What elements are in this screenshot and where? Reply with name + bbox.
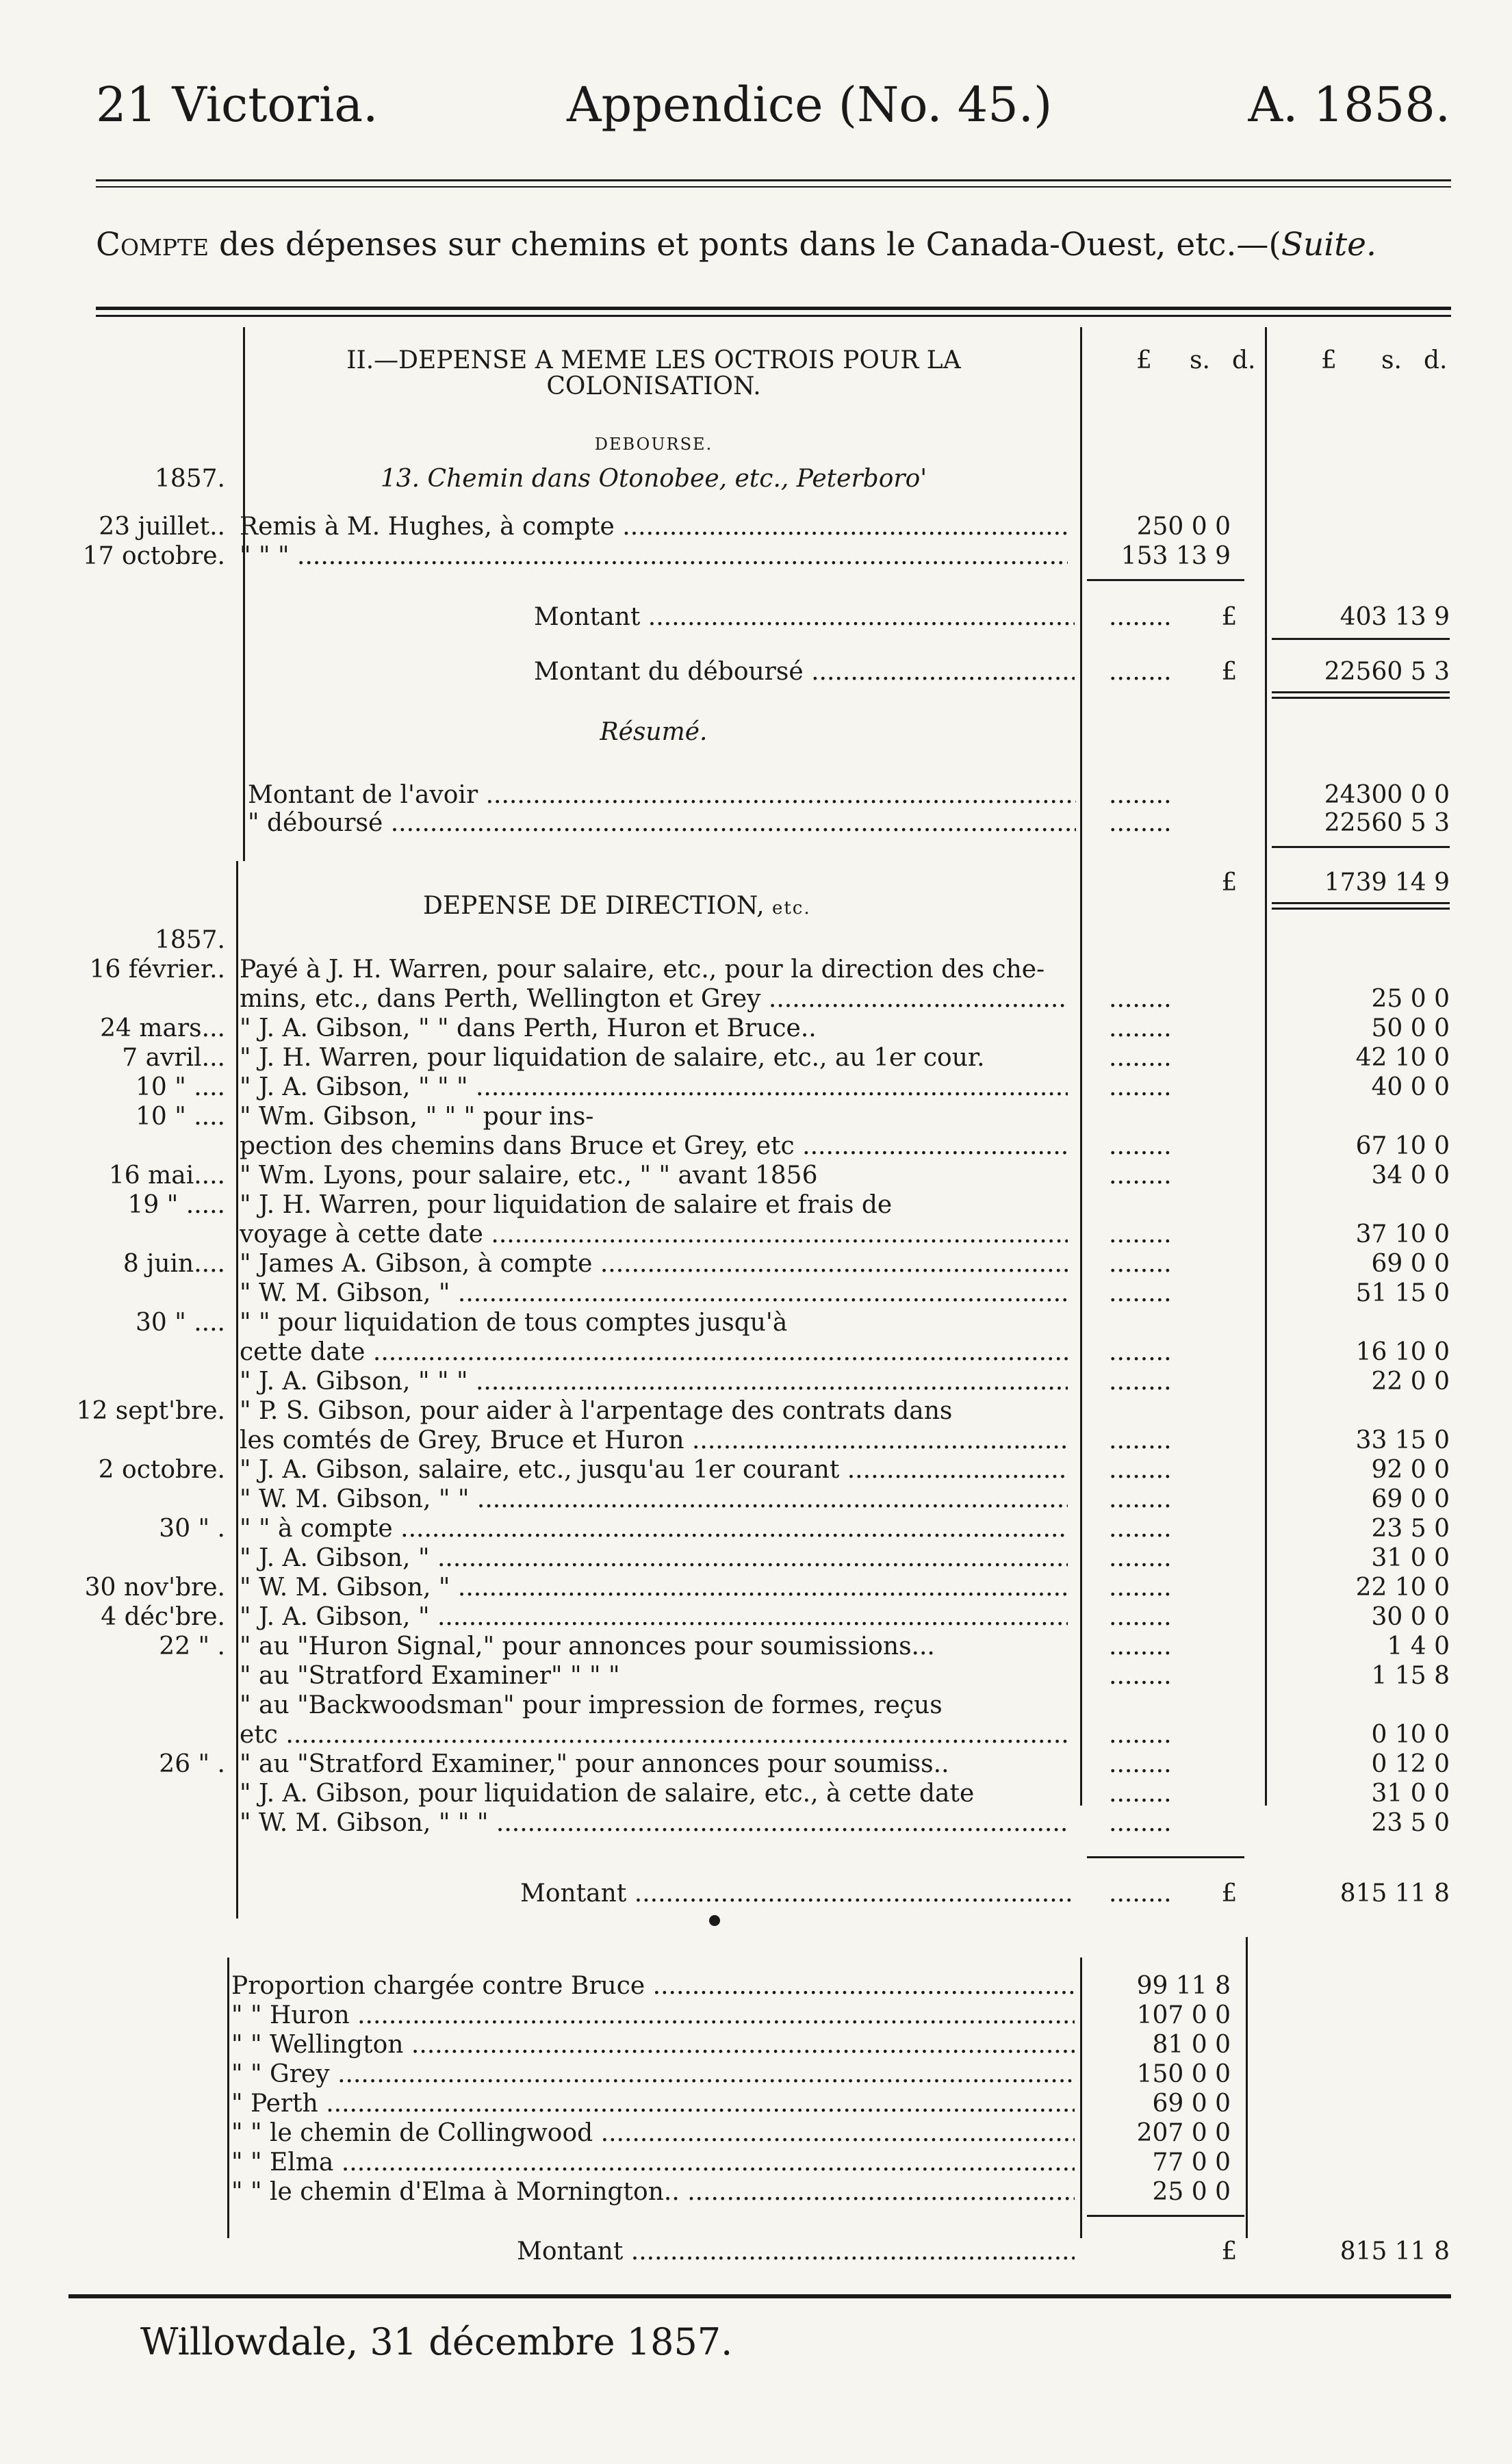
direction-year: 1857.	[154, 926, 225, 954]
table-row: 7 avril... " J. H. Warren, pour liquidation de salaire, etc., au 1er cour. ........ 42 10 0	[0, 1043, 1512, 1073]
sum-rule	[1087, 579, 1244, 581]
table-row: " W. M. Gibson, " " " ..... ........ 23 5 0	[0, 1808, 1512, 1838]
table-row: voyage à cette date ..... ........ 37 10 0	[0, 1220, 1512, 1249]
table-row: les comtés de Grey, Bruce et Huron ..... ........ 33 15 0	[0, 1426, 1512, 1455]
direction-montant-row: Montant ..... ........ £ 815 11 8	[0, 1879, 1512, 1908]
caption-rule-2	[96, 315, 1451, 317]
table-row: cette date ..... ........ 16 10 0	[0, 1337, 1512, 1367]
table-row: " " Wellington ..... 81 0 0	[0, 2030, 1512, 2059]
table-row: " au "Stratford Examiner" " " " ........ 1 15 8	[0, 1661, 1512, 1691]
table-row: 16 février.. Payé à J. H. Warren, pour salaire, etc., pour la direction des che-	[89, 955, 1045, 984]
caption-rule-1	[96, 307, 1451, 310]
table-row: " " Huron ..... 107 0 0	[0, 2001, 1512, 2030]
proportion-money-line	[1080, 1958, 1082, 2238]
table-row: 23 juillet.. Remis à M. Hughes, à compte ..... 250 0 0	[0, 512, 1512, 541]
header-right: A. 1858.	[1248, 77, 1450, 133]
table-row: " " le chemin d'Elma à Mornington.. ..... 25 0 0	[0, 2177, 1512, 2207]
table-row: 2 octobre. " J. A. Gibson, salaire, etc., jusqu'au 1er courant ..... ........ 92 0 0	[0, 1455, 1512, 1485]
table-row: " W. M. Gibson, " " ..... ........ 69 0 0	[0, 1485, 1512, 1514]
table-row: " J. A. Gibson, " " " ..... ........ 22 0 0	[0, 1367, 1512, 1396]
section-title-colonisation: II.—DEPENSE A MEME LES OCTROIS POUR LA £ s. d. £ s. d.	[346, 346, 1448, 374]
table-row: pection des chemins dans Bruce et Grey, etc ..... ........ 67 10 0	[0, 1131, 1512, 1161]
sum-rule	[1272, 846, 1450, 848]
avoir-row: Montant de l'avoir ..... ........ 24300 0 0	[0, 780, 1512, 810]
page-caption: Compte des dépenses sur chemins et ponts dans le Canada-Ouest, etc.—(Suite.	[96, 226, 1376, 264]
table-row: 8 juin.... " James A. Gibson, à compte ..... ........ 69 0 0	[0, 1249, 1512, 1279]
table-row: Proportion chargée contre Bruce ..... 99 11 8	[0, 1971, 1512, 2001]
table-row: etc ..... ........ 0 10 0	[0, 1720, 1512, 1749]
table-row: 30 " . " " à compte ..... ........ 23 5 0	[0, 1514, 1512, 1543]
table-row: " au "Backwoodsman" pour impression de formes, reçus	[240, 1691, 943, 1719]
table-row: 16 mai.... " Wm. Lyons, pour salaire, etc., " " avant 1856 ........ 34 0 0	[0, 1161, 1512, 1190]
table-row: 30 " .... " " pour liquidation de tous comptes jusqu'à	[135, 1309, 788, 1337]
col-year: 1857. 13. Chemin dans Otonobee, etc., Peterboro'	[154, 465, 927, 493]
section-title-colonisation-2: COLONISATION.	[546, 372, 761, 400]
table-row: " J. A. Gibson, " ..... ........ 31 0 0	[0, 1543, 1512, 1573]
table-row: " Perth ..... 69 0 0	[0, 2089, 1512, 2118]
ornament-dot	[709, 1915, 720, 1926]
table-row: " J. A. Gibson, pour liquidation de salaire, etc., à cette date ........ 31 0 0	[0, 1779, 1512, 1808]
footer-place-date: Willowdale, 31 décembre 1857.	[140, 2320, 733, 2363]
table-row: 4 déc'bre. " J. A. Gibson, " ..... ........ 30 0 0	[0, 1602, 1512, 1632]
sum-rule	[1272, 691, 1450, 693]
table-row: 24 mars... " J. A. Gibson, " " dans Perth, Huron et Bruce.. ........ 50 0 0	[0, 1014, 1512, 1043]
table-row: 10 " .... " Wm. Gibson, " " " pour ins-	[135, 1103, 594, 1131]
table-row: 30 nov'bre. " W. M. Gibson, " ..... ........ 22 10 0	[0, 1573, 1512, 1602]
sum-rule	[1087, 1856, 1244, 1858]
header-left: 21 Victoria.	[96, 77, 379, 133]
montant-row: Montant ..... ........ £ 403 13 9	[0, 602, 1512, 632]
table-row: 26 " . " au "Stratford Examiner," pour annonces pour soumiss.. ........ 0 12 0	[0, 1749, 1512, 1779]
subhead-debourse: DEBOURSE.	[594, 435, 713, 454]
footer-rule	[68, 2294, 1451, 2298]
header-rule-1	[96, 179, 1451, 181]
table-row: 19 " ..... " J. H. Warren, pour liquidation de salaire et frais de	[127, 1191, 893, 1219]
balance-row: £ 1739 14 9	[1221, 869, 1450, 897]
section-title-direction: DEPENSE DE DIRECTION, etc.	[423, 892, 811, 920]
table-row: 17 octobre. " " " ..... 153 13 9	[0, 541, 1512, 571]
proportion-left-line	[227, 1958, 229, 2238]
debourse2-row: " déboursé ..... ........ 22560 5 3	[0, 808, 1512, 838]
table-row: " W. M. Gibson, " ..... ........ 51 15 0	[0, 1279, 1512, 1308]
sum-rule	[1272, 638, 1450, 640]
table-row: mins, etc., dans Perth, Wellington et Grey ..... ........ 25 0 0	[0, 984, 1512, 1014]
sum-rule	[1272, 697, 1450, 699]
table-row: " " le chemin de Collingwood ..... 207 0 0	[0, 2118, 1512, 2148]
header-rule-2	[96, 186, 1451, 188]
table-row: 22 " . " au "Huron Signal," pour annonces pour soumissions... ........ 1 4 0	[0, 1632, 1512, 1661]
table-row: 12 sept'bre. " P. S. Gibson, pour aider à l'arpentage des contrats dans	[76, 1397, 953, 1425]
sum-rule	[1087, 2215, 1244, 2217]
resume-heading: Résumé.	[600, 718, 708, 746]
debourse-total-row: Montant du déboursé ..... ........ £ 22560 5 3	[0, 657, 1512, 686]
table-row: " " Grey ..... 150 0 0	[0, 2059, 1512, 2089]
table-row: 10 " .... " J. A. Gibson, " " " ..... ........ 40 0 0	[0, 1073, 1512, 1102]
proportion-money-line-2	[1246, 2101, 1248, 2238]
header-center: Appendice (No. 45.)	[567, 77, 1053, 133]
proportion-montant-row: Montant ..... £ 815 11 8	[0, 2237, 1512, 2266]
table-row: " " Elma ..... 77 0 0	[0, 2148, 1512, 2177]
